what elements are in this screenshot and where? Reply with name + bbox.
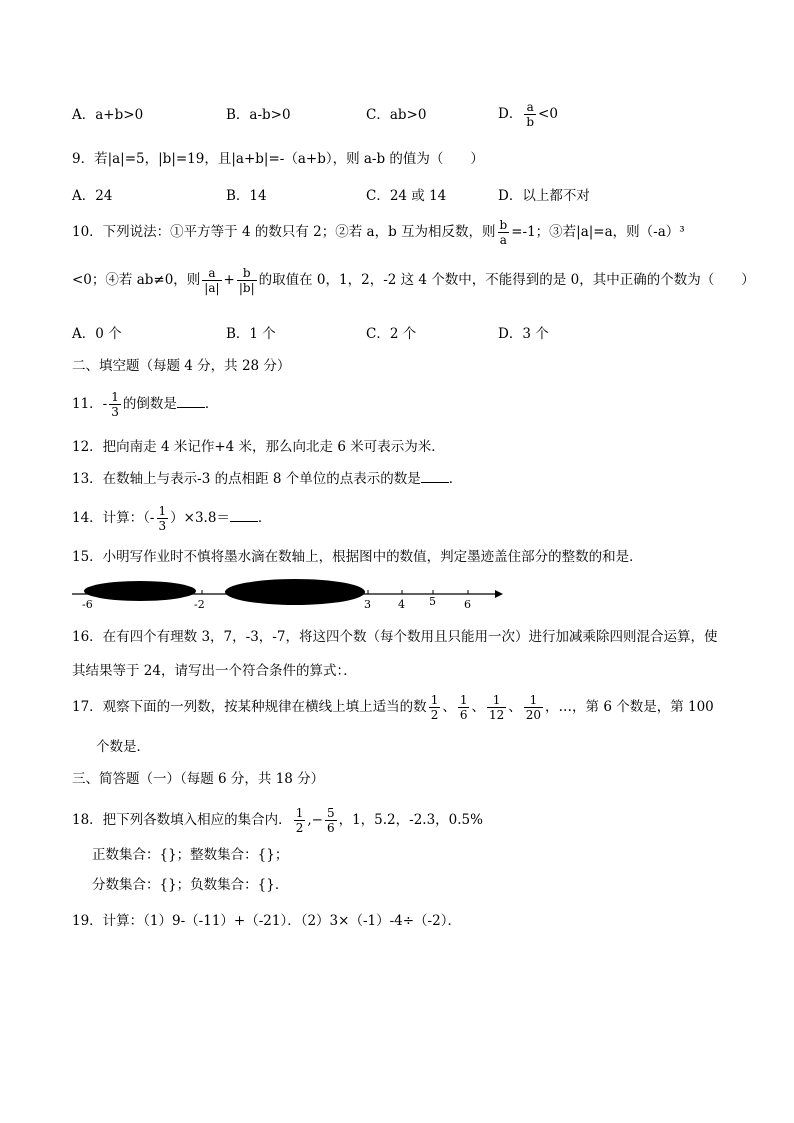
answer-blank bbox=[230, 509, 258, 522]
q9-option-a: A．24 bbox=[72, 188, 113, 204]
fraction bbox=[498, 218, 510, 247]
q10-option-a: A．0 个 bbox=[72, 326, 122, 342]
q15: 15．小明写作业时不慎将墨水滴在数轴上，根据图中的数值，判定墨迹盖住部分的整数的和是． bbox=[72, 549, 643, 565]
q8-option-d-suffix: <0 bbox=[538, 106, 558, 122]
q9-option-b: B．14 bbox=[226, 188, 267, 204]
q8-option-a: A．a+b>0 bbox=[72, 107, 144, 123]
fraction-numerator: a bbox=[524, 100, 536, 115]
q11-prefix: 11．- bbox=[72, 396, 108, 412]
fraction-numerator: b bbox=[237, 266, 257, 281]
q19: 19．计算：（1）9-（-11）+（-21）．（2）3×（-1）-4÷（-2）． bbox=[72, 913, 461, 929]
fraction bbox=[524, 100, 536, 129]
q17-prefix: 17．观察下面的一列数，按某种规律在横线上填上适当的数 bbox=[72, 699, 427, 715]
fraction-denominator: |a| bbox=[204, 281, 220, 295]
q13 bbox=[72, 470, 462, 488]
arrow-icon bbox=[495, 590, 503, 598]
q13-end: ． bbox=[448, 471, 463, 487]
separator: 、 bbox=[508, 699, 522, 715]
fraction-denominator: 20 bbox=[525, 708, 542, 722]
q8-option-b: B．a-b>0 bbox=[226, 107, 291, 123]
q14-end: ． bbox=[257, 510, 272, 526]
separator: 、 bbox=[471, 699, 485, 715]
fraction-denominator: 3 bbox=[111, 405, 119, 419]
fraction-numerator: 1 bbox=[487, 693, 506, 708]
fraction-numerator: 1 bbox=[459, 693, 468, 707]
separator: 、 bbox=[442, 699, 456, 715]
fraction bbox=[202, 266, 221, 295]
fraction bbox=[157, 504, 169, 533]
q14-prefix: 14．计算：（- bbox=[72, 510, 155, 526]
fraction-numerator: a bbox=[202, 266, 221, 281]
q13-text: 13．在数轴上与表示-3 的点相距 8 个单位的点表示的数是 bbox=[72, 471, 421, 487]
fraction-denominator: |b| bbox=[238, 281, 255, 295]
fraction-denominator: a bbox=[499, 233, 507, 247]
fraction bbox=[429, 693, 441, 722]
fraction-denominator: 3 bbox=[158, 519, 167, 533]
q8-option-c: C．ab>0 bbox=[366, 107, 427, 123]
fraction-numerator: 5 bbox=[326, 806, 335, 820]
q9-option-c: C．24 或 14 bbox=[366, 188, 447, 204]
fraction-denominator: 6 bbox=[326, 821, 335, 835]
fraction bbox=[458, 693, 470, 722]
fraction bbox=[294, 806, 306, 835]
fraction-denominator: 6 bbox=[459, 708, 468, 722]
q10-text-a: 10．下列说法：①平方等于 4 的数只有 2；②若 a，b 互为相反数，则 bbox=[72, 224, 496, 240]
q18-line1 bbox=[72, 806, 483, 835]
q14-suffix: ）×3.8＝ bbox=[170, 510, 230, 526]
q10-option-d: D．3 个 bbox=[498, 326, 549, 342]
fraction-denominator: 2 bbox=[430, 708, 439, 722]
q11-suffix: 的倒数是 bbox=[122, 396, 177, 412]
q14 bbox=[72, 504, 271, 533]
q10-text-b: =-1；③若|a|=a，则（-a）³ bbox=[511, 224, 685, 240]
q8-option-d-prefix: D． bbox=[498, 106, 523, 122]
fraction bbox=[524, 693, 543, 722]
fraction-numerator: 1 bbox=[295, 806, 304, 820]
number-line-figure bbox=[70, 574, 510, 614]
fraction-numerator: 1 bbox=[524, 693, 543, 708]
q18-line3: 分数集合：{}；负数集合：{}． bbox=[92, 877, 289, 893]
section3-title: 三、简答题（一）（每题 6 分，共 18 分） bbox=[72, 771, 325, 787]
q9-stem: 9．若|a|=5，|b|=19，且|a+b|=-（a+b），则 a-b 的值为（ ） bbox=[72, 151, 484, 167]
q10-text-d: 的取值在 0，1，2，-2 这 4 个数中，不能得到的是 0，其中正确的个数为（ ） bbox=[258, 272, 755, 288]
q10-line2 bbox=[72, 266, 755, 295]
q17-suffix: ，…，第 6 个数是，第 100 bbox=[545, 699, 714, 715]
fraction-numerator: 1 bbox=[158, 504, 167, 518]
tick-label: -6 bbox=[82, 598, 93, 611]
q10-text-c: <0；④若 ab≠0，则 bbox=[72, 272, 201, 288]
q10-option-b: B．1 个 bbox=[226, 326, 276, 342]
q18-sign: ,− bbox=[307, 812, 323, 828]
tick-label: 6 bbox=[464, 598, 471, 611]
q18-line2: 正数集合：{}；整数集合：{}； bbox=[92, 847, 289, 863]
fraction-denominator: b bbox=[526, 115, 535, 129]
fraction-numerator: 1 bbox=[111, 390, 119, 404]
answer-blank bbox=[421, 470, 449, 483]
tick-label: 5 bbox=[429, 595, 436, 608]
q17-line1 bbox=[72, 693, 714, 722]
q17-line2: 个数是． bbox=[96, 739, 150, 755]
q16-line2: 其结果等于 24，请写出一个符合条件的算式：． bbox=[72, 663, 357, 679]
answer-blank bbox=[177, 395, 205, 408]
q18-suffix: ，1，5.2，-2.3，0.5% bbox=[338, 812, 483, 828]
q10-option-c: C．2 个 bbox=[366, 326, 417, 342]
fraction-numerator: 1 bbox=[430, 693, 439, 707]
tick-label: 3 bbox=[364, 598, 371, 611]
fraction-numerator: b bbox=[499, 218, 508, 232]
tick-label: -2 bbox=[194, 598, 205, 611]
q10-line1 bbox=[72, 218, 685, 247]
q16-line1: 16．在有四个有理数 3，7，-3，-7，将这四个数（每个数用且只能用一次）进行加减乘除四则混合运算，使 bbox=[72, 629, 718, 645]
q11 bbox=[72, 390, 218, 419]
ink-blot-right bbox=[225, 579, 365, 605]
section2-title: 二、填空题（每题 4 分，共 28 分） bbox=[72, 358, 291, 374]
fraction bbox=[325, 806, 337, 835]
fraction bbox=[487, 693, 506, 722]
fraction bbox=[109, 390, 121, 419]
ink-blot-left bbox=[84, 581, 196, 601]
fraction-denominator: 2 bbox=[295, 821, 304, 835]
q12: 12．把向南走 4 米记作+4 米，那么向北走 6 米可表示为米． bbox=[72, 439, 445, 455]
q18-prefix: 18．把下列各数填入相应的集合内． bbox=[72, 812, 292, 828]
tick-label: 4 bbox=[398, 598, 405, 611]
plus-sign: + bbox=[223, 272, 235, 288]
q11-end: ． bbox=[204, 396, 219, 412]
fraction bbox=[237, 266, 257, 295]
q8-option-d bbox=[498, 100, 558, 129]
fraction-denominator: 12 bbox=[488, 708, 505, 722]
q9-option-d: D．以上都不对 bbox=[498, 188, 590, 204]
